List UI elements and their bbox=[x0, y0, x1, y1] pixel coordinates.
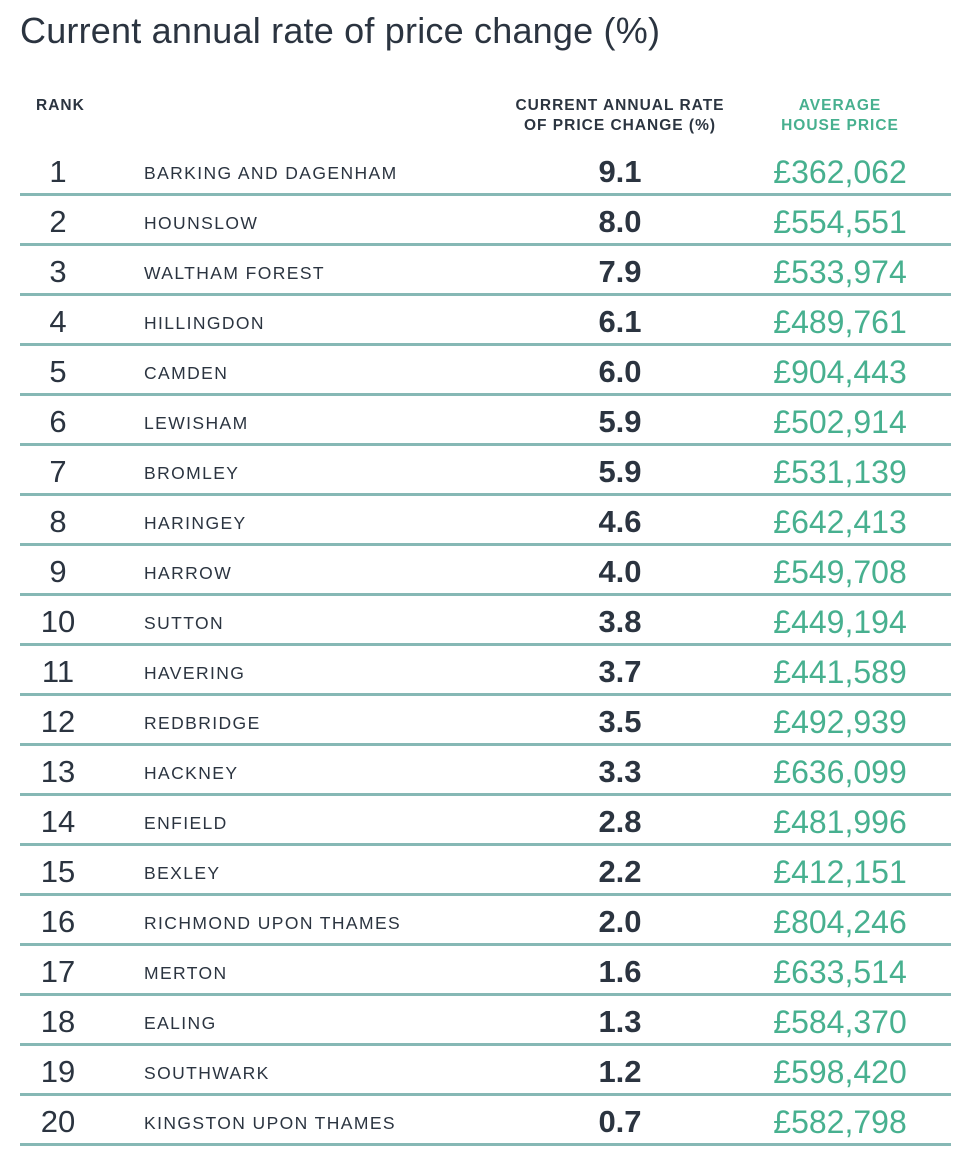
borough-name: REDBRIDGE bbox=[144, 713, 261, 733]
price-value: £642,413 bbox=[773, 504, 907, 540]
price-value: £598,420 bbox=[773, 1054, 907, 1090]
header-price-line2: HOUSE PRICE bbox=[781, 117, 899, 134]
ranking-table bbox=[20, 146, 951, 1146]
price-value: £489,761 bbox=[773, 304, 907, 340]
borough-name: ENFIELD bbox=[144, 813, 228, 833]
table-row bbox=[20, 346, 951, 396]
rank-cell: 7 bbox=[49, 454, 67, 489]
rank-cell: 5 bbox=[49, 354, 67, 389]
rank-cell: 19 bbox=[40, 1054, 76, 1089]
borough-name: HACKNEY bbox=[144, 763, 239, 783]
borough-name: BROMLEY bbox=[144, 463, 240, 483]
borough-name: BEXLEY bbox=[144, 863, 221, 883]
rate-value: 9.1 bbox=[598, 154, 642, 189]
rank-cell: 8 bbox=[49, 504, 67, 539]
borough-name: HILLINGDON bbox=[144, 313, 265, 333]
rate-value: 5.9 bbox=[598, 404, 642, 439]
rate-value: 8.0 bbox=[598, 204, 642, 239]
table-row bbox=[20, 646, 951, 696]
table-row bbox=[20, 396, 951, 446]
rank-cell: 16 bbox=[40, 904, 76, 939]
borough-name: WALTHAM FOREST bbox=[144, 263, 325, 283]
rank-cell: 4 bbox=[49, 304, 67, 339]
rate-value: 7.9 bbox=[598, 254, 642, 289]
header-rank: RANK bbox=[36, 97, 85, 114]
rate-value: 1.3 bbox=[598, 1004, 642, 1039]
rank-cell: 3 bbox=[49, 254, 67, 289]
borough-name: HARROW bbox=[144, 563, 233, 583]
rate-value: 2.0 bbox=[598, 904, 642, 939]
rate-value: 3.8 bbox=[598, 604, 642, 639]
table-row bbox=[20, 946, 951, 996]
rank-cell: 11 bbox=[41, 654, 75, 689]
rank-cell: 18 bbox=[40, 1004, 76, 1039]
price-value: £449,194 bbox=[773, 604, 907, 640]
rank-cell: 1 bbox=[49, 154, 67, 189]
price-value: £531,139 bbox=[773, 454, 907, 490]
borough-name: KINGSTON UPON THAMES bbox=[144, 1113, 396, 1133]
price-value: £904,443 bbox=[773, 354, 907, 390]
borough-name: HARINGEY bbox=[144, 513, 247, 533]
table-row bbox=[20, 296, 951, 346]
rate-value: 1.2 bbox=[598, 1054, 642, 1089]
borough-name: RICHMOND UPON THAMES bbox=[144, 913, 402, 933]
header-rate-line1: CURRENT ANNUAL RATE bbox=[515, 97, 725, 114]
price-value: £502,914 bbox=[773, 404, 907, 440]
rank-cell: 12 bbox=[40, 704, 76, 739]
price-value: £804,246 bbox=[773, 904, 907, 940]
rate-value: 4.0 bbox=[598, 554, 642, 589]
price-value: £554,551 bbox=[773, 204, 907, 240]
table-row bbox=[20, 696, 951, 746]
table-row bbox=[20, 246, 951, 296]
rate-value: 1.6 bbox=[598, 954, 642, 989]
rank-cell: 20 bbox=[40, 1104, 76, 1139]
rank-cell: 15 bbox=[40, 854, 76, 889]
header-rate bbox=[500, 96, 740, 136]
rank-cell: 17 bbox=[40, 954, 76, 989]
header-price-line1: AVERAGE bbox=[798, 97, 882, 114]
table-row bbox=[20, 896, 951, 946]
table-row bbox=[20, 446, 951, 496]
rate-value: 0.7 bbox=[598, 1104, 642, 1139]
table-row bbox=[20, 746, 951, 796]
table-row bbox=[20, 1046, 951, 1096]
borough-name: LEWISHAM bbox=[144, 413, 249, 433]
price-value: £412,151 bbox=[773, 854, 907, 890]
borough-name: BARKING AND DAGENHAM bbox=[144, 163, 398, 183]
table-row bbox=[20, 846, 951, 896]
rank-cell: 10 bbox=[40, 604, 76, 639]
rate-value: 3.7 bbox=[598, 654, 642, 689]
borough-name: SUTTON bbox=[144, 613, 225, 633]
rate-value: 4.6 bbox=[598, 504, 642, 539]
table-row bbox=[20, 146, 951, 196]
price-value: £633,514 bbox=[773, 954, 907, 990]
rank-cell: 6 bbox=[49, 404, 67, 439]
price-value: £582,798 bbox=[773, 1104, 907, 1140]
rank-cell: 2 bbox=[49, 204, 67, 239]
table-row bbox=[20, 596, 951, 646]
chart-title: Current annual rate of price change (%) bbox=[20, 10, 661, 51]
rank-cell: 14 bbox=[40, 804, 76, 839]
table-row bbox=[20, 1096, 951, 1146]
price-value: £533,974 bbox=[773, 254, 907, 290]
borough-name: EALING bbox=[144, 1013, 217, 1033]
price-value: £492,939 bbox=[773, 704, 907, 740]
borough-name: HOUNSLOW bbox=[144, 213, 259, 233]
price-value: £441,589 bbox=[773, 654, 907, 690]
price-value: £636,099 bbox=[773, 754, 907, 790]
rate-value: 5.9 bbox=[598, 454, 642, 489]
price-value: £362,062 bbox=[773, 154, 907, 190]
price-value: £549,708 bbox=[773, 554, 907, 590]
borough-name: MERTON bbox=[144, 963, 228, 983]
rate-value: 6.0 bbox=[598, 354, 642, 389]
price-value: £584,370 bbox=[773, 1004, 907, 1040]
borough-name: SOUTHWARK bbox=[144, 1063, 270, 1083]
rate-value: 3.5 bbox=[598, 704, 642, 739]
rate-value: 2.8 bbox=[598, 804, 642, 839]
table-row bbox=[20, 496, 951, 546]
rate-value: 6.1 bbox=[598, 304, 642, 339]
header-rate-line2: OF PRICE CHANGE (%) bbox=[523, 117, 717, 134]
table-row bbox=[20, 196, 951, 246]
rank-cell: 13 bbox=[40, 754, 76, 789]
borough-name: HAVERING bbox=[144, 663, 246, 683]
table-row bbox=[20, 546, 951, 596]
rank-cell: 9 bbox=[49, 554, 67, 589]
borough-name: CAMDEN bbox=[144, 363, 229, 383]
rate-value: 3.3 bbox=[598, 754, 642, 789]
rate-value: 2.2 bbox=[598, 854, 642, 889]
price-value: £481,996 bbox=[773, 804, 907, 840]
table-row bbox=[20, 796, 951, 846]
table-row bbox=[20, 996, 951, 1046]
header-price bbox=[760, 96, 920, 136]
